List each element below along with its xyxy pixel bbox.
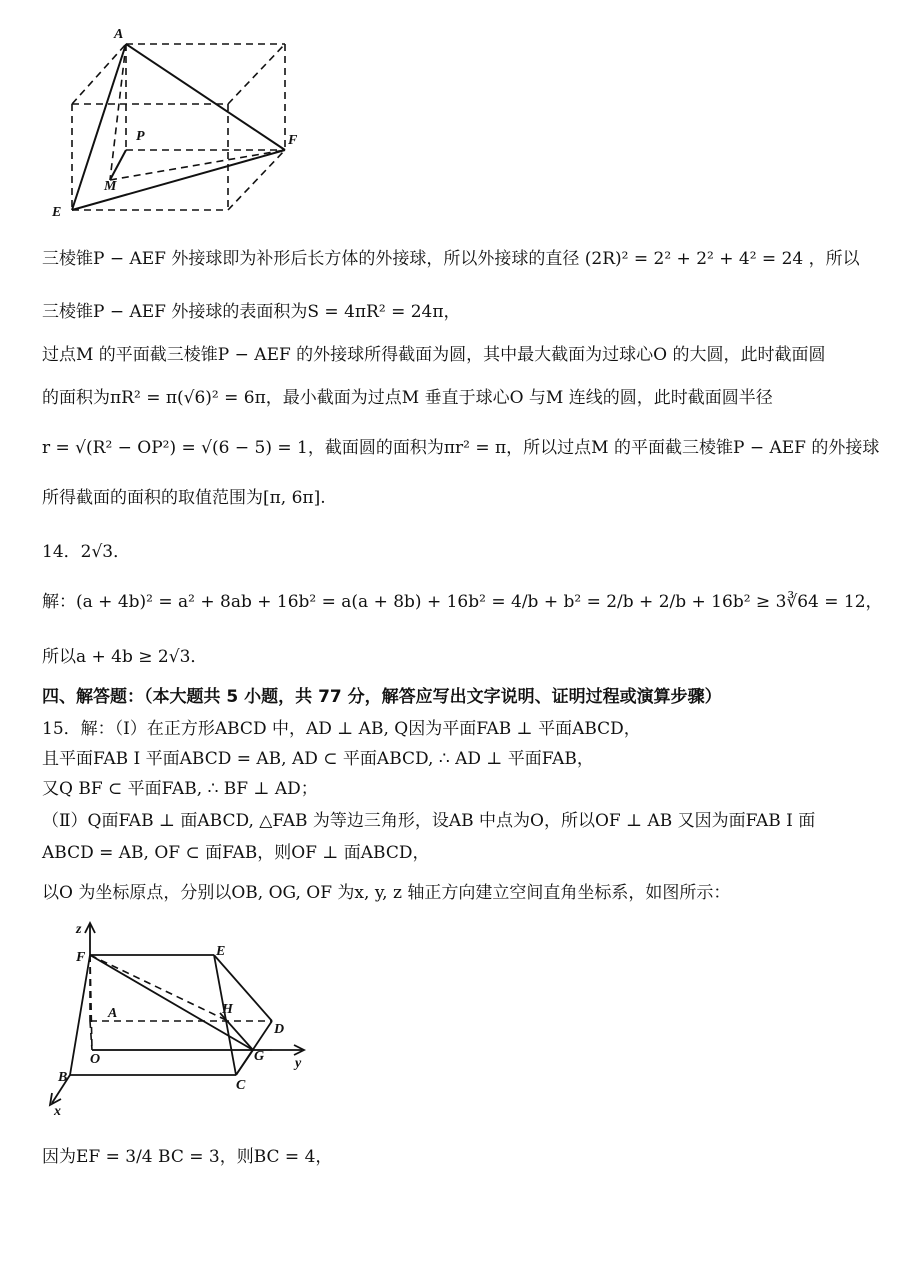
label-P: P <box>136 129 145 144</box>
label-G: G <box>254 1049 265 1064</box>
text-line-14: （Ⅱ）Q面FAB ⊥ 面ABCD, △FAB 为等边三角形，设AB 中点为O，所以OF ⊥ AB 又因为面FAB I 面 <box>42 811 816 831</box>
label-M: M <box>104 179 117 194</box>
label-D: D <box>274 1022 285 1037</box>
label-H: H <box>222 1002 233 1017</box>
label-C: C <box>236 1078 246 1093</box>
text-line-15: ABCD = AB, OF ⊂ 面FAB，则OF ⊥ 面ABCD， <box>42 843 430 863</box>
label-A: A <box>114 27 124 42</box>
text-line-17: 因为EF = 3/4 BC = 3，则BC = 4， <box>42 1147 333 1167</box>
label-A2: A <box>108 1006 118 1021</box>
label-E: E <box>52 205 62 220</box>
section-heading: 四、解答题：（本大题共 5 小题，共 77 分，解答应写出文字说明、证明过程或演算步骤） <box>42 687 722 707</box>
label-y: y <box>295 1056 302 1071</box>
label-O: O <box>90 1052 101 1067</box>
text-line-6: 所得截面的面积的取值范围为[π, 6π]. <box>42 488 326 508</box>
text-line-12: 且平面FAB I 平面ABCD = AB, AD ⊂ 平面ABCD, ∴ AD ⊥ 平面FAB， <box>42 749 594 769</box>
text-line-9: 所以a + 4b ≥ 2√3． <box>42 647 208 667</box>
text-line-2: 三棱锥P − AEF 外接球的表面积为S = 4πR² = 24π， <box>42 302 461 322</box>
text-line-16: 以O 为坐标原点，分别以OB, OG, OF 为x, y, z 轴正方向建立空间直角坐标系，如图所示： <box>42 883 731 903</box>
text-line-8: 解：(a + 4b)² = a² + 8ab + 16b² = a(a + 8b) + 16b² = 4/b + b² = 2/b + 2/b + 16b² ≥ 3∛64 = 12， <box>42 592 883 612</box>
label-E2: E <box>216 944 226 959</box>
label-F: F <box>288 133 298 148</box>
label-F2: F <box>76 950 86 965</box>
label-z: z <box>76 922 82 937</box>
answer-14: 14．2√3． <box>42 542 131 562</box>
figure-cuboid-tetrahedron <box>40 20 310 230</box>
text-line-1: 三棱锥P − AEF 外接球即为补形后长方体的外接球，所以外接球的直径 (2R)² = 2² + 2² + 4² = 24 ，所以 <box>42 249 860 269</box>
label-x: x <box>54 1104 61 1119</box>
text-line-5: r = √(R² − OP²) = √(6 − 5) = 1，截面圆的面积为πr² = π，所以过点M 的平面截三棱锥P − AEF 的外接球 <box>42 438 880 458</box>
label-B: B <box>58 1070 68 1085</box>
figure-coordinate-solid <box>40 915 330 1120</box>
text-line-11: 15．解：（Ⅰ）在正方形ABCD 中，AD ⊥ AB, Q因为平面FAB ⊥ 平面ABCD， <box>42 719 641 739</box>
text-line-4: 的面积为πR² = π(√6)² = 6π，最小截面为过点M 垂直于球心O 与M 连线的圆，此时截面圆半径 <box>42 388 773 408</box>
text-line-3: 过点M 的平面截三棱锥P − AEF 的外接球所得截面为圆，其中最大截面为过球心O 的大圆，此时截面圆 <box>42 345 826 365</box>
text-line-13: 又Q BF ⊂ 平面FAB, ∴ BF ⊥ AD； <box>42 779 318 799</box>
